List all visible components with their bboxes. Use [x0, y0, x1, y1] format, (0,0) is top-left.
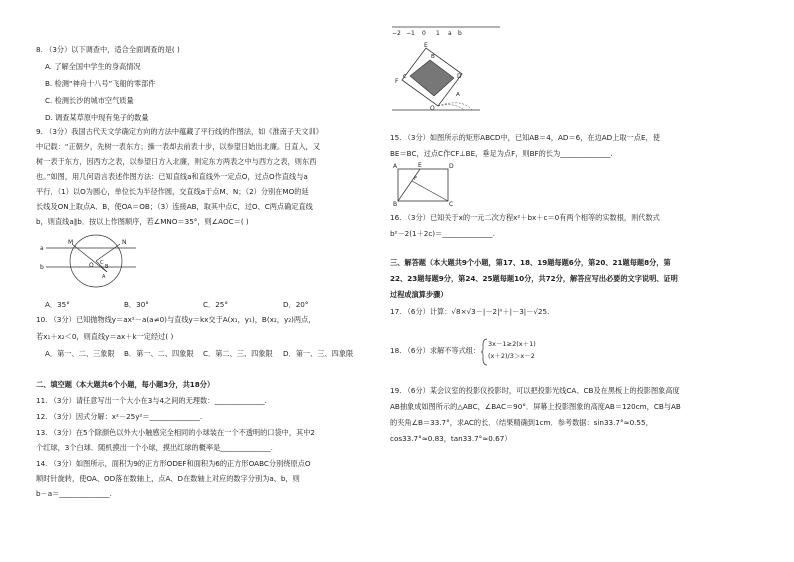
section-3-title: 22、23题每题9分，第24、25题每题10分，共72分，解答应写出必要的文字说明、证明: [390, 274, 678, 283]
q14-line: b－a＝______________.: [36, 489, 112, 498]
label-a: A: [102, 274, 106, 280]
q18-inequality-2: (x＋2)/3＞x－2: [488, 352, 535, 360]
tick-label: 1: [436, 30, 440, 37]
label-b: B: [393, 201, 398, 208]
label-line-b: b: [40, 264, 44, 271]
q11: 11. （3分）请任意写出一个大小在3与4之间的无理数：______________.: [36, 396, 267, 405]
label-e: E: [424, 42, 428, 49]
label-c: C: [449, 201, 454, 208]
q18-prefix: 18. （6分）求解不等式组：: [390, 346, 481, 355]
q8-option-c: C. 检测长沙的城市空气质量: [45, 96, 134, 105]
section-3-title: 过程或演算步骤）: [390, 290, 448, 299]
label-c: C: [403, 74, 407, 80]
segment-cf: [412, 181, 448, 201]
rotation-arc: [438, 103, 472, 110]
label-b: B: [431, 54, 435, 60]
q9-option-b: B．30°: [124, 300, 149, 309]
tick-label: −1: [406, 30, 415, 37]
tick-label: −2: [392, 30, 401, 37]
tick-label: 0: [422, 30, 426, 37]
q9-option-a: A．35°: [45, 300, 70, 309]
q15-line: BE＝BC，过点C作CF⊥BE，垂足为点F，则BF的长为______________.: [390, 149, 613, 158]
label-f: F: [395, 78, 399, 85]
q19-line: 的夹角∠B＝33.7°，求AC的长．（结果精确到1cm．参考数据：sin33.7°≈0.55，: [390, 418, 653, 427]
q14-number-line: [390, 24, 510, 38]
q10-option-b: B．第一、二、四象限: [124, 349, 194, 358]
label-o: O: [430, 105, 435, 112]
label-c: C: [100, 260, 104, 266]
q16-line: 16. （3分）已知关于x的一元二次方程x²＋bx＋c＝0有两个相等的实数根，则代数式: [390, 213, 660, 222]
q9-line: 树一表于东方，因西方之表，以参望日方入北廉，则定东方两表之中与西方之表，则东西: [36, 157, 317, 166]
brace-icon: [481, 339, 487, 365]
q8-option-b: B. 检测“神舟十八号”飞船的零部件: [45, 79, 156, 88]
q14-line: 顺时针旋转，使OA、OD落在数轴上，点A、D在数轴上对应的数字分别为a、b，则: [36, 474, 300, 483]
label-f: F: [414, 176, 418, 182]
q9-line: 9. （3分）我国古代天文学确定方向的方法中蕴藏了平行线的作图法，如《淮南子天文训》: [36, 127, 323, 136]
q10-line: 10. （3分）已知抛物线y＝ax²－a(a≠0)与直线y＝kx交于A(x₁，y₁)，B(x₂，y₂)两点，: [36, 315, 316, 324]
q15-figure: [392, 162, 454, 208]
q9-option-d: D．20°: [283, 300, 309, 309]
q19-line: 19. （6分）某会议室的投影仪投影时，可以把投影光线CA、CB及在黑板上的投影图象高度: [390, 386, 680, 395]
q16-line: b²－2(1＋2c)＝______________.: [390, 229, 495, 238]
q9-line: b，则直线a∥b．按以上作图顺序，若∠MNO＝35°，则∠AOC＝( ): [36, 217, 249, 226]
q8-option-d: D. 调查某草原中现有兔子的数量: [45, 113, 149, 122]
segment-no: [96, 244, 120, 261]
q13-line: 13. （3分）在5个除颜色以外大小触感完全相同的小球装在一个不透明的口袋中，其中2: [36, 428, 316, 437]
label-a: A: [456, 92, 460, 98]
label-b: B: [105, 264, 109, 270]
label-e: E: [418, 162, 422, 169]
label-m: M: [68, 239, 74, 246]
label-n: N: [122, 239, 127, 246]
q9-figure: [40, 236, 134, 296]
q8-option-a: A. 了解全国中学生的身高情况: [45, 62, 141, 71]
label-line-a: a: [40, 245, 44, 252]
q12: 12. （3分）因式分解：x²－25y²＝______________.: [36, 412, 203, 421]
label-a: A: [393, 163, 398, 170]
section-2-title: 二、填空题（本大题共6个小题，每小题3分，共18分）: [36, 380, 215, 389]
label-d: D: [449, 163, 454, 170]
q18-inequality-1: 3x－1≥2(x＋1): [488, 340, 536, 348]
q9-option-c: C．25°: [203, 300, 228, 309]
q10-option-a: A．第一、二、三象限: [45, 349, 115, 358]
q10-option-c: C．第二、三、四象限: [203, 349, 273, 358]
q14-line: 14. （3分）如图所示，面积为9的正方形ODEF和面积为6的正方形OABC分别绕原点O: [36, 459, 311, 468]
q9-line: 中记载：“正朝夕，先树一表东方；操一表却去前表十步，以参望日始出北廉。日直入，又: [36, 142, 321, 151]
label-d: D: [457, 73, 462, 80]
q9-line: 平行．（1）以O为圆心，单位长为半径作圆，交直线a于点M、N；（2）分别在MO的延: [36, 187, 309, 196]
q10-option-d: D．第一、三、四象限: [283, 349, 354, 358]
segment-be: [398, 169, 420, 201]
rotation-arc: [438, 105, 464, 110]
q17: 17. （6分）计算：√8×√3－|－2|⁰＋|－3|－√25.: [390, 307, 550, 316]
q9-line: 长线及ON上取点A、B，使OA＝OB；（3）连接AB，取其中点C，过O、C两点确定直线: [36, 202, 313, 211]
tick-label: a: [448, 30, 452, 37]
q10-line: 若x₁＋x₂＜0，则直线y＝ax＋k一定经过( ): [36, 332, 174, 341]
q15-line: 15. （3分）如图所示的矩形ABCD中，已知AB＝4，AD＝6，在边AD上取一点E，使: [390, 133, 660, 142]
tick-label: b: [458, 30, 462, 37]
q9-line: 也。”如图，用几何语言表述作图方法：已知直线a和直线外一定点O，过点O作直线与a: [36, 172, 308, 181]
q19-line: AB抽象成如图所示的△ABC，∠BAC＝90°．屏幕上投影图象的高度AB＝120cm，CB与AB: [390, 402, 681, 411]
q13-line: 个红球，3个白球．随机摸出一个小球，摸出红球的概率是______________.: [36, 443, 273, 452]
q19-line: cos33.7°≈0.83，tan33.7°≈0.67）: [390, 434, 512, 443]
q14-figure: [392, 44, 482, 120]
rectangle-abcd: [398, 169, 448, 201]
label-o: O: [89, 262, 94, 269]
section-3-title: 三、解答题（本大题共9个小题，第17、18、19题每题6分，第20、21题每题8分，第: [390, 258, 671, 267]
q8-stem: 8. （3分）以下调查中，适合全面调查的是( ): [36, 45, 180, 54]
